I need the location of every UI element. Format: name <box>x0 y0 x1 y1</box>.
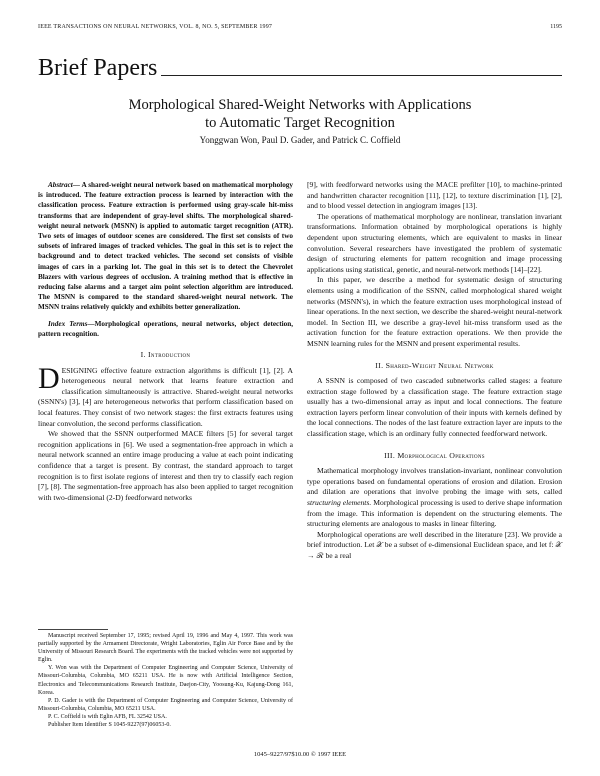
ssnn-paragraph: A SSNN is composed of two cascaded subnetworks called stages: a feature extraction stage followed by a classification stage. The feature extraction stage usually has a two-dimensional array as input and local connections. The feature extraction layers perform linear convolution of their inputs with kernels defined by the local connections. The nodes of the last feature extraction layer are inputs to the classification stage, which is an ordinary fully connected feedforward network. <box>307 376 562 439</box>
title-line-1: Morphological Shared-Weight Networks with Applications <box>128 97 472 113</box>
section-label: Brief Papers <box>38 55 158 81</box>
left-column <box>38 180 293 503</box>
footnote: Y. Won was with the Department of Computer Engineering and Computer Science, University of Missouri-Columbia, Columbia, MO 65211 USA. He is now with Artificial Intelligence Section, Electronics and Telecommunications Research Institute, Daejon-City, Yoosung-Ku, Kajung-Dong 161, Korea. <box>38 665 293 696</box>
footnote: Manuscript received September 17, 1995; revised April 19, 1996 and May 4, 1997. This work was partially supported by the Armament Directorate, Wright Laboratories, Eglin Air Force Base and by the University of Missouri Research Board. The experiments with the tracked vehicles were not supported by Eglin. <box>38 633 293 664</box>
abstract-label: Abstract— <box>48 181 80 189</box>
morphology-paragraph-1 <box>307 466 562 530</box>
footnote: Publisher Item Identifier S 1045-9227(97)06053-0. <box>48 722 171 729</box>
intro-paragraph-2: We showed that the SSNN outperformed MACE filters [5] for several target recognition applications in [6]. We used a segmentation-free approach in which a neural network scanned an entire image producing a value at each point indicating confidence that a target is present. By contrast, the standard approach to target recognition is to first isolate regions of interest and then try to classify each region [7], [8]. The segmentation-free approach has also been applied to target recognition with two-dimensional (2-D) feedforward networks <box>38 429 293 502</box>
section-heading-morphology: III. Morphological Operations <box>384 450 485 460</box>
intro-paragraph-4: In this paper, we describe a method for systematic design of structuring elements using a modification of the SSNN, called morphological shared weight networks (MSNN's), in which the feature extraction uses morphological instead of linear operations. In the next section, we describe the shared-weight neural-network model. In Section III, we describe a gray-level hit-miss transform used as the activation function for the feature extraction operations. We then provide the MSNN learning rules for the MSNN and present experimental results. <box>307 275 562 348</box>
right-column <box>307 180 562 562</box>
morphology-emphasis: structuring elements. <box>307 498 372 508</box>
intro-paragraph-1-text: ESIGNING effective feature extraction algorithms is difficult [1], [2]. A heterogeneous neural network that learns feature extraction and classification simultaneously is attractive. Shared-weight neural networks (SSNN's) [3], [4] are heterogeneous networks that perform classification based on local features. They consist of two network stages: the first extracts features using linear convolution, the second performs classification. <box>38 365 293 428</box>
morphology-paragraph-2: Morphological operations are well described in the literature [23]. We provide a brief introduction. Let 𝒳 be a subset of e-dimensional Euclidean space, and let f: 𝒳 → ℛ be a real <box>307 529 562 560</box>
abstract <box>38 180 293 313</box>
index-terms <box>38 319 293 339</box>
paper-title <box>38 96 562 132</box>
section-heading-ssnn: II. Shared-Weight Neural Network <box>375 360 494 370</box>
index-terms-text: —Morphological operations, neural networks, object detection, pattern recognition. <box>38 319 293 338</box>
page-number: 1195 <box>550 24 562 30</box>
intro-paragraph-3: The operations of mathematical morphology are nonlinear, translation invariant transformations. Information obtained by morphological operations is highly dependent upon structuring elements, which are equivalent to masks in linear convolution. Several researchers have investigated the problem of systematic design of structuring elements for pattern recognition and image processing applications using statistical, genetic, and neural-network methods [14]–[22]. <box>307 211 562 274</box>
intro-paragraph-1 <box>38 361 293 430</box>
index-terms-label: Index Terms <box>48 319 88 328</box>
drop-cap: D <box>38 361 60 395</box>
section-heading <box>38 54 562 80</box>
morphology-text-a: Mathematical morphology involves translation-invariant, nonlinear convolution type operations based on fundamental operations of erosion and dilation. Erosion and dilation are operations that involve probing the image with sets, called <box>307 466 562 497</box>
authors: Yonggwan Won, Paul D. Gader, and Patrick C. Coffield <box>199 135 401 145</box>
footnote: P. D. Gader is with the Department of Computer Engineering and Computer Science, University of Missouri-Columbia, Columbia, MO 65211 USA. <box>38 697 293 712</box>
footnote-rule <box>38 629 108 630</box>
section-heading-introduction: I. Introduction <box>140 350 191 360</box>
running-header: IEEE TRANSACTIONS ON NEURAL NETWORKS, VOL. 8, NO. 5, SEPTEMBER 1997 <box>38 24 273 30</box>
copyright-line: 1045–9227/97$10.00 © 1997 IEEE <box>253 751 347 758</box>
footnote: P. C. Coffield is with Eglin AFB, FL 32542 USA. <box>48 713 167 720</box>
footnotes <box>38 632 293 729</box>
section-rule <box>161 75 562 76</box>
morphology-text-b: Morphological processing is used to derive shape information from the image. This information is dependent on the structuring elements. The structuring elements are analogous to masks in linear filtering. <box>307 498 562 529</box>
intro-continuation: [9], with feedforward networks using the MACE prefilter [10], to machine-printed and handwritten character recognition [11], [12], to texture discrimination [1], [2], and to blood vessel detection in angiogram images [13]. <box>307 180 562 211</box>
title-line-2: to Automatic Target Recognition <box>205 115 395 131</box>
abstract-text: A shared-weight neural network based on mathematical morphology is introduced. The feature extraction process is learned by interaction with the classification process. Feature extraction is performed using gray-scale hit-miss transforms that are independent of gray-level shifts. The morphological shared-weight neural network (MSNN) is applied to automatic target recognition (ATR). Two sets of images of outdoor scenes are considered. The first set consists of two subsets of infrared images of tracked vehicles. The goal in this set is to reject the background and to detect tracked vehicles. The second set consists of visible images of cars in a parking lot. The goal in this set is to detect the Chevrolet Blazers with various degrees of occlusion. A training method that is effective in reducing false alarms and a target aim point selection algorithm are introduced. The MSNN is compared to the standard shared-weight neural network. The MSNN trains relatively quickly and exhibits better generalization. <box>38 181 293 312</box>
